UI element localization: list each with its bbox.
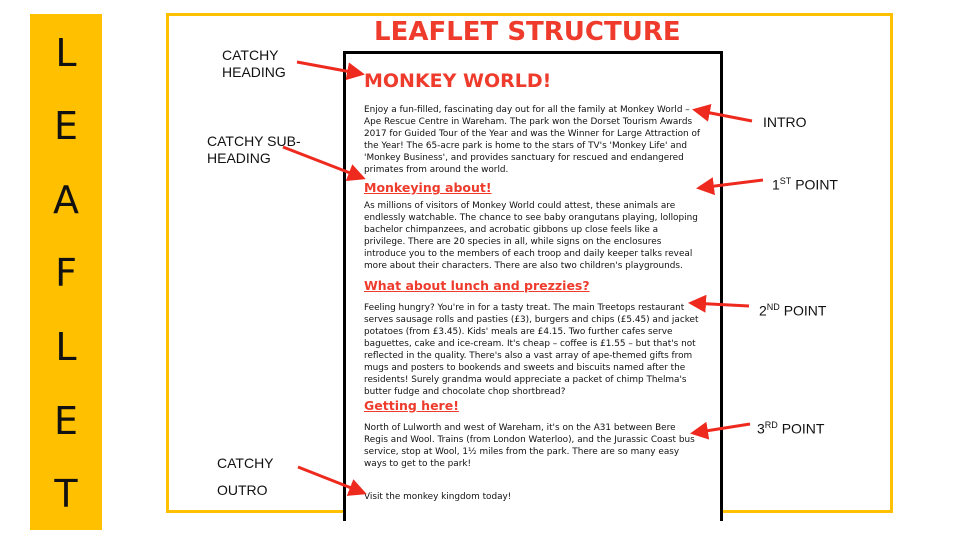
- label-intro: INTRO: [763, 114, 807, 130]
- label-line: CATCHY: [222, 47, 279, 63]
- slide-title: LEAFLET STRUCTURE: [374, 17, 681, 47]
- sidebar-letter: A: [53, 178, 79, 222]
- leaflet-outro: Visit the monkey kingdom today!: [364, 492, 512, 502]
- label-third-point: [757, 417, 824, 438]
- leaflet-intro: Enjoy a fun-filled, fascinating day out for all the family at Monkey World – Ape Rescue Centre in Wareham. The park won the Dorset Tourism Awards 2017 for Guided Tour of the Year and was the Winner for Large Attraction of the Year! The 65-acre park is home to the stars of TV's 'Monkey Life' and 'Monkey Business', and provides sanctuary for rescued and endangered primates from around the world.: [364, 105, 701, 175]
- point-suffix: RD: [764, 420, 778, 430]
- label-line: HEADING: [207, 150, 271, 166]
- point-number: 3: [757, 420, 765, 437]
- sidebar-letter: L: [55, 31, 77, 75]
- point-suffix: ST: [779, 176, 792, 186]
- label-catchy-outro-top: CATCHY: [217, 455, 274, 471]
- point-number: 2: [759, 302, 767, 319]
- label-line: CATCHY SUB-: [207, 133, 301, 149]
- point-word: POINT: [795, 176, 838, 193]
- sidebar-letter: T: [54, 472, 78, 516]
- point-suffix: ND: [766, 302, 780, 312]
- label-second-point: [759, 299, 826, 320]
- leaflet-sidebar: [30, 14, 102, 530]
- section-heading-1: Monkeying about!: [364, 180, 492, 195]
- sidebar-letter: E: [53, 104, 78, 148]
- sidebar-letter: F: [55, 251, 77, 295]
- label-catchy-subheading: [207, 133, 301, 167]
- section-text-1: As millions of visitors of Monkey World could attest, these animals are endlessly watchable. The chance to see baby orangutans playing, lolloping bachelor chimpanzees, and acrobatic gibbons up close feels like a privilege. There are 20 species in all, while signs on the enclosures introduce you to the members of each troop and daily keeper talks reveal more about their characters. There are also two children's playgrounds.: [364, 201, 698, 271]
- label-catchy-heading: [222, 47, 286, 81]
- sidebar-letter: L: [55, 325, 77, 369]
- label-catchy-outro-bottom: OUTRO: [217, 482, 268, 498]
- point-number: 1: [772, 176, 780, 193]
- leaflet-heading: MONKEY WORLD!: [364, 70, 552, 92]
- section-heading-3: Getting here!: [364, 398, 459, 413]
- point-word: POINT: [781, 420, 825, 437]
- section-text-3: North of Lulworth and west of Wareham, it's on the A31 between Bere Regis and Wool. Trains (from London Waterloo), and the Jurassic Coast bus service, stop at Wool, 1½ miles from the park. There are so many easy ways to get to the park!: [364, 423, 695, 469]
- section-text-2: Feeling hungry? You're in for a tasty treat. The main Treetops restaurant serves sausage rolls and pasties (£3), burgers and chips (£5.45) and jacket potatoes (from £3.45). Kids' meals are £4.15. Two further cafes serve baguettes, cake and ice-cream. It's cheap – coffee is £1.55 – but that's not reflected in the quality. There's also a vast array of ape-themed gifts from mugs and posters to bookends and sweets and biscuits named after the residents! Surely grandma would appreciate a packet of chimp Thelma's butter fudge and chocolate chop shortbread?: [364, 303, 699, 397]
- label-first-point: [772, 173, 838, 194]
- section-heading-2: What about lunch and prezzies?: [364, 278, 590, 293]
- label-line: HEADING: [222, 64, 286, 80]
- sidebar-letter: E: [53, 399, 78, 443]
- point-word: POINT: [783, 302, 827, 319]
